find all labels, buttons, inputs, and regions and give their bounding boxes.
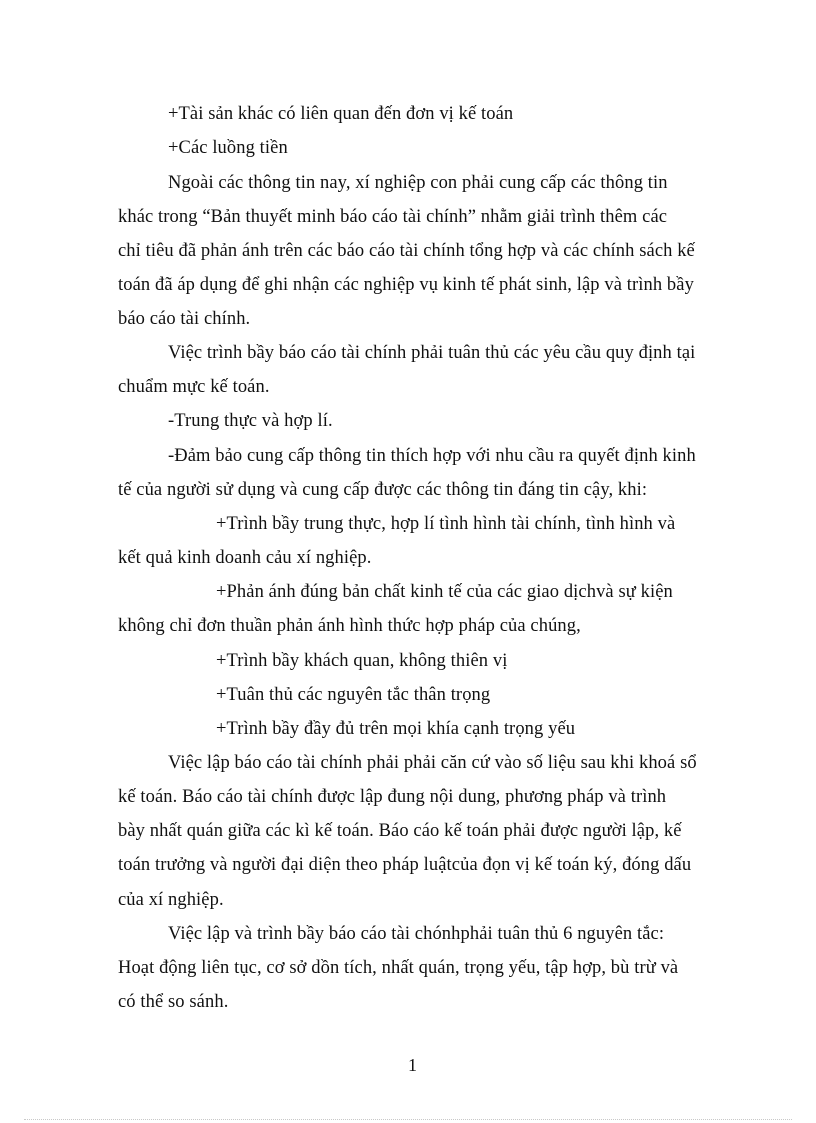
text-line: +Trình bầy đầy đủ trên mọi khía cạnh trọng yếu: [216, 719, 576, 739]
text-line: Việc lập báo cáo tài chính phải phải căn cứ vào số liệu sau khi khoá sổ: [168, 753, 697, 773]
text-line: khác trong “Bản thuyết minh báo cáo tài chính” nhằm giải trình thêm các: [118, 207, 668, 227]
text-line: kế toán. Báo cáo tài chính được lập đung nội dung, phương pháp và trình: [118, 787, 667, 807]
text-line: có thể so sánh.: [118, 992, 229, 1012]
page-number: 1: [408, 1055, 417, 1075]
text-line: +Các luồng tiền: [168, 138, 288, 158]
text-line: chỉ tiêu đã phản ánh trên các báo cáo tài chính tổng hợp và các chính sách kế: [118, 241, 695, 261]
text-line: không chỉ đơn thuần phản ánh hình thức hợp pháp của chúng,: [118, 616, 581, 636]
text-line: -Trung thực và hợp lí.: [168, 411, 333, 431]
text-line: chuẩm mực kế toán.: [118, 377, 270, 397]
page-bottom-divider: [24, 1119, 792, 1120]
text-line: +Tuân thủ các nguyên tắc thân trọng: [216, 685, 491, 705]
text-line: Ngoài các thông tin nay, xí nghiệp con phải cung cấp các thông tin: [168, 173, 668, 193]
text-line: -Đảm bảo cung cấp thông tin thích hợp với nhu cầu ra quyết định kinh: [168, 446, 696, 466]
text-line: +Trình bầy khách quan, không thiên vị: [216, 651, 508, 671]
text-line: Việc lập và trình bầy báo cáo tài chónhphải tuân thủ 6 nguyên tắc:: [168, 924, 665, 944]
text-line: +Phản ánh đúng bản chất kinh tế của các giao dịchvà sự kiện: [216, 582, 673, 602]
text-line: bày nhất quán giữa các kì kế toán. Báo cáo kế toán phải được người lập, kế: [118, 821, 682, 841]
text-line: Hoạt động liên tục, cơ sở dồn tích, nhất quán, trọng yếu, tập hợp, bù trừ và: [118, 958, 679, 978]
text-line: của xí nghiệp.: [118, 890, 224, 910]
text-line: Việc trình bầy báo cáo tài chính phải tuân thủ các yêu cầu quy định tại: [168, 343, 696, 363]
text-line: +Trình bầy trung thực, hợp lí tình hình tài chính, tình hình và: [216, 514, 676, 534]
text-line: +Tài sản khác có liên quan đến đơn vị kế toán: [168, 104, 514, 124]
text-line: báo cáo tài chính.: [118, 309, 251, 329]
text-line: toán đã áp dụng để ghi nhận các nghiệp vụ kinh tế phát sinh, lập và trình bầy: [118, 275, 694, 295]
text-line: kết quả kinh doanh cảu xí nghiệp.: [118, 548, 372, 568]
text-line: tế của người sử dụng và cung cấp được các thông tin đáng tin cậy, khi:: [118, 480, 648, 500]
text-line: toán trưởng và người đại diện theo pháp luậtcủa đọn vị kế toán ký, đóng dấu: [118, 855, 692, 875]
